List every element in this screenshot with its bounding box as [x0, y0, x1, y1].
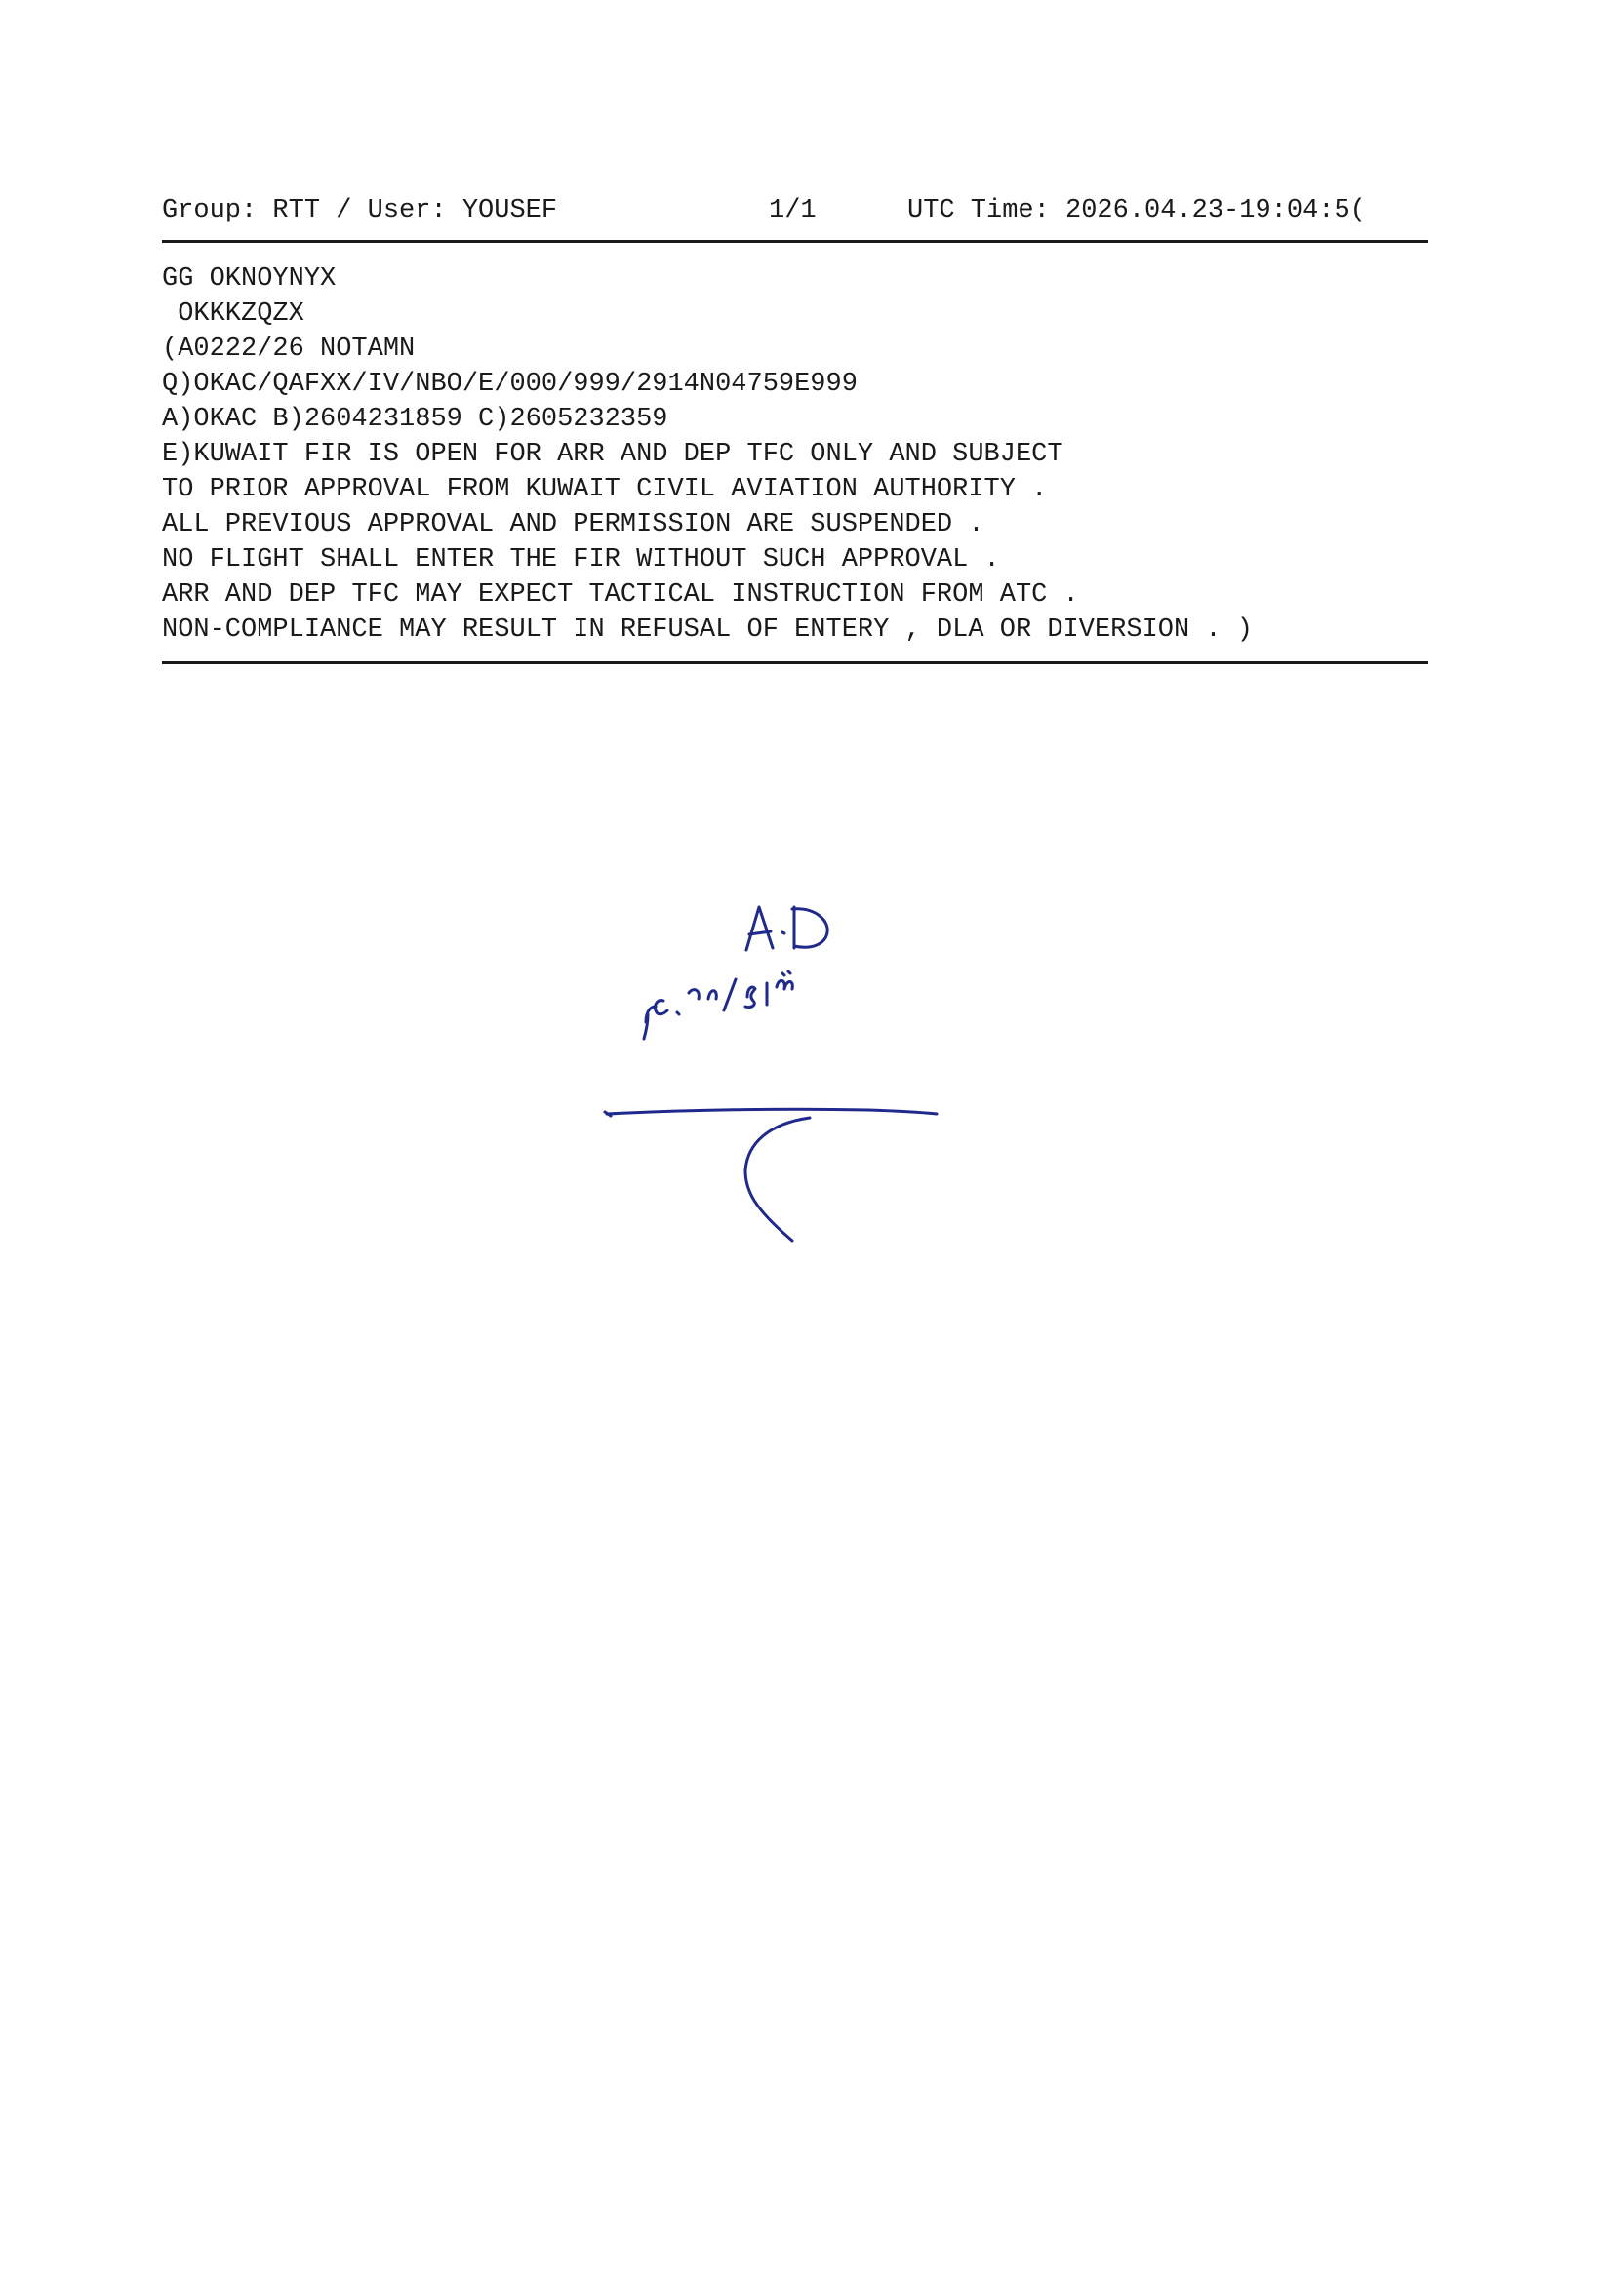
message-line-e-field-2: TO PRIOR APPROVAL FROM KUWAIT CIVIL AVIATION AUTHORITY .: [162, 475, 1048, 504]
message-line-originator: OKKKZQZX: [162, 299, 304, 329]
group-user-label: Group: RTT / User: YOUSEF: [162, 196, 558, 225]
message-line-e-field-1: E)KUWAIT FIR IS OPEN FOR ARR AND DEP TFC ONLY AND SUBJECT: [162, 440, 1063, 469]
message-line-e-field-4: NO FLIGHT SHALL ENTER THE FIR WITHOUT SUCH APPROVAL .: [162, 545, 1000, 574]
print-header: [162, 191, 1428, 230]
header-divider: [162, 240, 1428, 243]
message-line-e-field-5: ARR AND DEP TFC MAY EXPECT TACTICAL INSTRUCTION FROM ATC .: [162, 580, 1079, 610]
message-line-e-field-3: ALL PREVIOUS APPROVAL AND PERMISSION ARE SUSPENDED .: [162, 510, 984, 539]
message-line-notam-number: (A0222/26 NOTAMN: [162, 335, 416, 364]
page-number: 1/1: [769, 196, 817, 225]
notam-message: [162, 261, 1428, 648]
message-line-e-field-6: NON-COMPLIANCE MAY RESULT IN REFUSAL OF ENTERY , DLA OR DIVERSION . ): [162, 615, 1253, 645]
utc-time-label: UTC Time: 2026.04.23-19:04:5(: [907, 196, 1366, 225]
message-line-q-field: Q)OKAC/QAFXX/IV/NBO/E/000/999/2914N04759E999: [162, 370, 858, 399]
message-line-abc-fields: A)OKAC B)2604231859 C)2605232359: [162, 405, 668, 434]
message-line-priority-address: GG OKNOYNYX: [162, 264, 337, 294]
footer-divider: [162, 661, 1428, 664]
handwritten-signature: [585, 878, 1073, 1258]
